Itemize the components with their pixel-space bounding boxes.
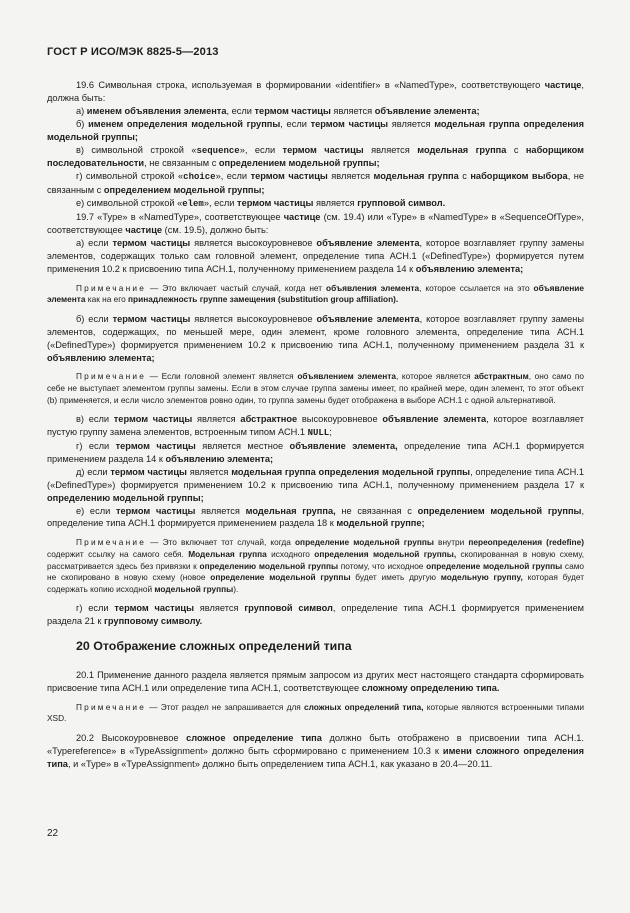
- section-heading: 20 Отображение сложных определений типа: [76, 639, 352, 654]
- list-item: г) символьной строкой «choice», если термом частицы является модельная группа с наборщиком выбора, не связанным с определением модельной группы;: [47, 171, 584, 196]
- list-item: д) если термом частицы является модельная группа определения модельной группы, определение типа АСН.1 («DefinedType») формируется применением 10.2 к присвоению типа АСН.1, полученному применением раздела 17 к определению модельной группы;: [47, 466, 585, 503]
- note: Примечание — Это включает тот случай, когда определение модельной группы внутри переопределения (redefine) содержит ссылку на самого себя. Модельная группа исходного определения модельной группы, скопированная в новую схему, рассматривается здесь без привязки к определению модельной группы потому, что исходное определение модельной группы само не скопировано в новую схему (новое определение модельной группы будет иметь другую модельную группу, которая будет содержать копию исходной модельной группы).: [47, 537, 585, 594]
- document-body: [47, 79, 584, 771]
- list-item: в) символьной строкой «sequence», если термом частицы является модельная группа с наборщиком последовательности, не связанным с определением модельной группы;: [47, 144, 584, 169]
- page-number: 22: [47, 828, 59, 839]
- list-item: г) если термом частицы является местное объявление элемента, определение типа АСН.1 формируется применением раздела 14 к объявлению элемента;: [47, 441, 584, 464]
- list-item: г) если термом частицы является групповой символ, определение типа АСН.1 формируется применением раздела 21 к групповому символу.: [47, 603, 584, 627]
- paragraph-20-1: 20.1 Применение данного раздела является прямым запросом из других мест настоящего стандарта сформировать присвоение типа АСН.1 или определение типа АСН.1, соответствующее сложному определению типа.: [47, 670, 584, 693]
- running-header: ГОСТ Р ИСО/МЭК 8825-5—2013: [47, 46, 219, 58]
- note: Примечание — Если головной элемент является объявлением элемента, которое является абстрактным, оно само по себе не выступает элементом группы замены. Если в этом случае группа замены имеет, по крайней мере, один элемент, то этот объект (b) применяется, и если число элементов ровно один, то группа замены будет отображена в выборе АСН.1 с одной альтернативой.: [47, 371, 584, 405]
- paragraph-20-2: 20.2 Высокоуровневое сложное определение типа должно быть отображено в присвоении типа АСН.1. «Typereference» в «TypeAssignment» должно быть сформировано с применением 10.3 к имени сложного определения типа, и «Type» в «TypeAssignment» должно быть определением типа АСН.1, как указано в 20.4—20.11.: [47, 733, 585, 769]
- list-item: в) если термом частицы является абстрактное высокоуровневое объявление элемента, которое возглавляет пустую группу замена элементов, встроенным типом АСН.1 NULL;: [47, 414, 584, 439]
- note: Примечание — Это включает частый случай, когда нет объявления элемента, которое ссылается на это объявление элемента как на его принадлежность группе замещения (substitution group affiliation).: [47, 282, 584, 305]
- list-item: а) если термом частицы является высокоуровневое объявление элемента, которое возглавляет группу замены элементов, содержащих только сам головной элемент, определение типа АСН.1 («DefinedType») формируется путем применения 10.2 к присвоению типа АСН.1, полученному применением раздела 14 к объявлению элемента;: [47, 237, 585, 274]
- paragraph-19-7: 19.7 «Type» в «NamedType», соответствующее частице (см. 19.4) или «Type» в «NamedType» в «SequenceOfType», соответствующее частице (см. 19.5), должно быть:: [47, 212, 584, 235]
- note: Примечание — Этот раздел не запрашивается для сложных определений типа, которые являются встроенными типами XSD.: [47, 701, 584, 724]
- list-item: е) символьной строкой «elem», если термом частицы является групповой символ.: [76, 198, 446, 210]
- paragraph-19-6: 19.6 Символьная строка, используемая в формировании «identifier» в «NamedType», соответствующего частице, должна быть:: [47, 80, 584, 103]
- list-item: е) если термом частицы является модельная группа, не связанная с определением модельной группы, определение типа АСН.1 формируется применением раздела 18 к модельной группе;: [47, 505, 585, 529]
- list-item: а) именем объявления элемента, если термом частицы является объявление элемента;: [76, 105, 480, 116]
- list-item: б) если термом частицы является высокоуровневое объявление элемента, которое возглавляет группу замены элементов, содержащих, по меньшей мере, один элемент, кроме головного элемента, определение типа АСН.1 («DefinedType») формируется применением 10.2 к присвоению типа АСН.1, полученному применением раздела 31 к объявлению элемента;: [47, 313, 584, 363]
- list-item: б) именем определения модельной группы, если термом частицы является модельная группа определения модельной группы;: [47, 118, 585, 142]
